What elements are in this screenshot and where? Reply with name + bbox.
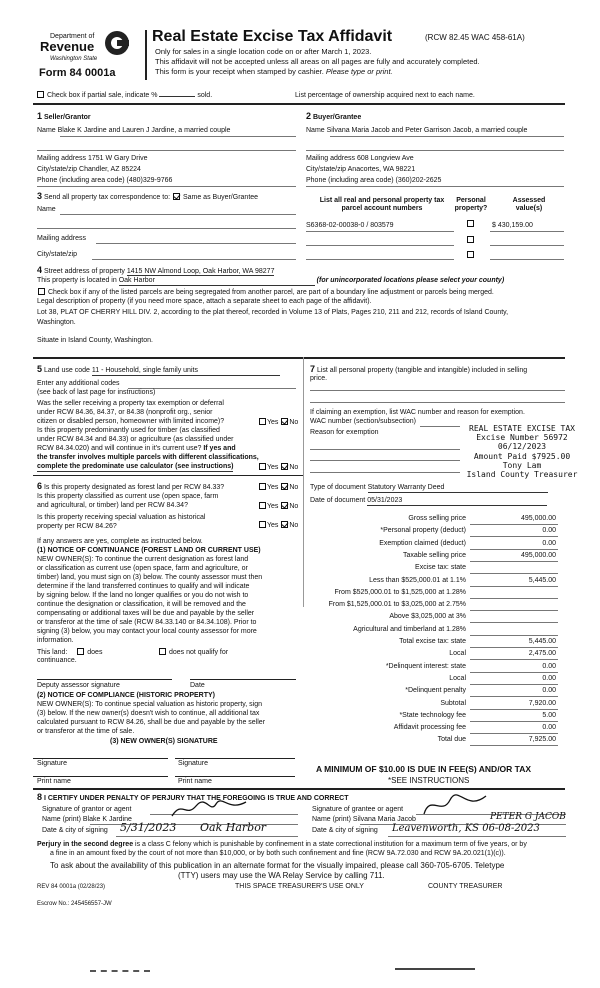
same-as-buyer-label: Same as Buyer/Grantee (182, 194, 259, 201)
county-treasurer: COUNTY TREASURER (428, 883, 503, 890)
alt-format-text-2: (TTY) users may use the WA Relay Service by calling 711. (178, 871, 385, 880)
calc-underline (470, 622, 558, 623)
no-label: No (289, 464, 299, 471)
does-checkbox[interactable] (77, 648, 84, 655)
calc-value[interactable]: 0.00 (542, 662, 556, 670)
reason-exemption-label: Reason for exemption (310, 429, 379, 436)
does-not-qualify-label: does not qualify for (168, 649, 229, 656)
section-2-number: 2 (306, 111, 312, 121)
seller-address-label: Mailing address (37, 155, 87, 162)
underline (330, 136, 564, 137)
underline (306, 259, 454, 260)
calc-underline (470, 659, 558, 660)
assessed-col-header-2: value(s) (515, 205, 543, 213)
yes-label: Yes (267, 484, 279, 491)
signature-label: Signature (178, 760, 208, 767)
calc-label: From $525,000.01 to $1,525,000 at 1.28% (334, 588, 466, 596)
section-5-number: 5 (37, 364, 43, 374)
calc-value[interactable]: 0.00 (542, 539, 556, 547)
notice-continuance-heading: (1) NOTICE OF CONTINUANCE (FOREST LAND OR CURRENT USE) (37, 547, 261, 554)
this-land-label: This land: (37, 649, 68, 656)
calc-label: *Delinquent penalty (405, 687, 466, 695)
grantor-name-label: Name (print) (42, 816, 81, 823)
located-city[interactable]: Oak Harbor (119, 277, 315, 286)
segregation-checkbox[interactable] (38, 288, 45, 295)
grantee-name-label: Name (print) (312, 816, 351, 823)
land-use-code[interactable]: 11 - Household, single family units (92, 367, 280, 376)
seller-name[interactable]: Blake K Jardine and Lauren J Jardine, a married couple (57, 127, 231, 134)
exemption-yes-checkbox[interactable] (259, 418, 266, 425)
located-label: This property is located in (37, 277, 117, 284)
no-label: No (289, 503, 299, 510)
calc-label: Exemption claimed (deduct) (379, 539, 466, 547)
underline (306, 231, 454, 232)
underline (306, 186, 564, 187)
legal-description-1[interactable]: Lot 38, PLAT OF CHERRY HILL DIV. 2, according to the plat thereof, recorded in Volume 13 of Plats, Pages 210, 211 and 212, records of Island County, (37, 309, 509, 316)
current-use-yes-checkbox[interactable] (259, 502, 266, 509)
notice-continuance-text-5: by signing below. If the land no longer qualifies or you do not wish to (37, 592, 249, 599)
calc-label: Agricultural and timberland at 1.28% (353, 625, 466, 633)
calc-underline (470, 709, 558, 710)
underline (310, 402, 565, 403)
calc-label: *State technology fee (399, 711, 466, 719)
underline (306, 245, 454, 246)
header-line-2: This affidavit will not be accepted unless all areas on all pages are fully and accurately completed. (155, 57, 480, 66)
grantee-signature[interactable] (420, 794, 490, 818)
new-owner-signature-heading: (3) NEW OWNER(S) SIGNATURE (110, 738, 218, 745)
escrow-label: Escrow No.: (37, 901, 70, 907)
grantee-handwritten-name[interactable]: PETER G JACOB (490, 812, 566, 822)
parcel-col-header-1: List all real and personal property tax (319, 197, 445, 204)
scan-artifact (90, 970, 150, 972)
calc-value[interactable]: 0.00 (542, 527, 556, 535)
seller-phone[interactable]: (480)329-9766 (126, 177, 173, 184)
document-type-label: Type of document (310, 484, 366, 491)
underline (60, 136, 296, 137)
exemption-question-1: Was the seller receiving a property tax exemption or deferral (37, 400, 224, 407)
calc-value[interactable]: 5,445.00 (528, 638, 556, 645)
stamp-line-6: Island County Treasurer (466, 469, 578, 479)
calc-label: Local (449, 650, 466, 658)
header-line-3: This form is your receipt when stamped by cashier. (155, 67, 324, 76)
grantee-name[interactable]: Silvana Maria Jacob (352, 816, 416, 823)
calc-label: Affidavit processing fee (393, 724, 466, 732)
section-1-number: 1 (37, 111, 43, 121)
personal-property-checkbox[interactable] (467, 251, 474, 258)
underline (490, 231, 564, 232)
stamp-line-5: Tony Lam (502, 460, 542, 470)
notice-compliance-text-4: or transferor at the time of sale. (37, 728, 135, 735)
date-line (190, 679, 296, 680)
personal-property-checkbox[interactable] (467, 220, 474, 227)
print-name-line (33, 776, 168, 777)
underline (490, 245, 564, 246)
timber-question-3b: If yes and (203, 445, 236, 452)
calc-underline (470, 635, 558, 636)
timber-question-1: Is this property predominantly used for timber (as classified (37, 427, 220, 434)
header-line-3b: Please type or print. (325, 67, 393, 76)
legal-description-2[interactable]: Washington. (37, 319, 76, 326)
personal-col-header (452, 197, 490, 213)
treasurer-stamp (452, 424, 592, 479)
perjury-text-1: is a class C felony which is punishable by confinement in a state correctional institution for a maximum term of five years, or by (133, 841, 527, 848)
partial-sale-label: Check box if partial sale, indicate % (46, 92, 158, 99)
minimum-fee-note: A MINIMUM OF $10.00 IS DUE IN FEE(S) AND/OR TAX (316, 764, 532, 774)
grantee-date-label: Date & city of signing (312, 827, 378, 834)
legal-description-3[interactable]: Situate in Island County, Washington. (37, 337, 153, 344)
additional-codes-label: Enter any additional codes (37, 380, 120, 387)
underline (37, 186, 296, 187)
forest-yes-checkbox[interactable] (259, 483, 266, 490)
historic-yes-checkbox[interactable] (259, 521, 266, 528)
exemption-question-3: citizen or disabled person, homeowner with limited income)? (37, 418, 225, 425)
forest-no-checkbox[interactable] (281, 483, 288, 490)
underline (310, 449, 460, 450)
calc-value[interactable]: 7,920.00 (528, 699, 556, 707)
section-7-number: 7 (310, 364, 316, 374)
partial-sale-checkbox[interactable] (37, 91, 44, 98)
header-line-1: Only for sales in a single location code on or after March 1, 2023. (155, 47, 372, 56)
calc-value[interactable]: 0.00 (542, 674, 556, 682)
certify-heading: I CERTIFY UNDER PENALTY OF PERJURY THAT THE FOREGOING IS TRUE AND CORRECT (43, 795, 349, 802)
calc-value[interactable]: 495,000.00 (520, 551, 556, 559)
correspondence-label: Send all property tax correspondence to: (43, 194, 171, 201)
corr-name-label: Name (37, 206, 56, 213)
divider (33, 357, 565, 359)
escrow-number: 245456557-JW (71, 901, 112, 907)
header-divider (145, 30, 147, 80)
signature-line (175, 758, 295, 759)
calc-label: Less than $525,000.01 at 1.1% (369, 576, 466, 584)
parcel-col-header (308, 197, 456, 213)
calc-label: Total due (437, 736, 466, 744)
timber-no-checkbox[interactable] (281, 463, 288, 470)
calc-underline (470, 586, 558, 587)
buyer-heading: Buyer/Grantee (312, 114, 362, 121)
treasurer-use-only: THIS SPACE TREASURER'S USE ONLY (235, 883, 364, 890)
underline (37, 150, 296, 151)
state-label: Washington State (50, 56, 98, 62)
grantee-date[interactable]: Leavenworth, KS 06-08-2023 (392, 823, 540, 834)
buyer-city-label: City/state/zip (306, 166, 347, 173)
stamp-line-1: REAL ESTATE EXCISE TAX (469, 424, 575, 433)
timber-question-5: complete the predominate use calculator (see instructions) (37, 463, 233, 472)
current-use-no-checkbox[interactable] (281, 502, 288, 509)
exemption-claim-label: If claiming an exemption, list WAC number and reason for exemption. (310, 409, 525, 416)
calc-value[interactable]: 495,000.00 (520, 515, 556, 522)
notice-continuance-text-10: information. (37, 637, 74, 644)
forest-question: Is this property designated as forest land per RCW 84.33? (43, 484, 225, 491)
document-type[interactable]: Statutory Warranty Deed (368, 484, 548, 493)
section-8-number: 8 (37, 792, 43, 802)
deputy-date-label: Date (190, 682, 205, 689)
print-name-label: Print name (37, 778, 71, 785)
personal-property-label-2: price. (310, 375, 328, 382)
buyer-address[interactable]: 608 Longview Ave (356, 155, 414, 162)
calc-label: Excise tax: state (415, 564, 466, 572)
grantor-signature[interactable] (170, 798, 250, 820)
divider (33, 103, 565, 105)
list-percentage-note: List percentage of ownership acquired next to each name. (295, 92, 475, 99)
grantee-signature-label: Signature of grantee or agent (312, 806, 404, 813)
corr-city-label: City/state/zip (37, 251, 78, 258)
calc-value[interactable]: 5.00 (542, 711, 556, 719)
street-address-label: Street address of property (43, 268, 125, 275)
legal-description-label: Legal description of property (if you need more space, attach a separate sheet to each page of the affidavit). (37, 298, 372, 305)
rcw-ref: (RCW 82.45 WAC 458-61A) (425, 33, 525, 42)
seller-city[interactable]: Chandler, AZ 85224 (79, 166, 141, 173)
grantor-city[interactable]: Oak Harbor (200, 821, 267, 834)
underline (490, 259, 564, 260)
calc-underline (470, 733, 558, 734)
yes-label: Yes (267, 522, 279, 529)
dept-label: Department of (50, 33, 95, 40)
personal-property-label: List all personal property (tangible and intangible) included in selling (316, 367, 528, 374)
document-date-label: Date of document (310, 497, 366, 504)
calc-value[interactable]: 5,445.00 (528, 576, 556, 584)
land-use-label: Land use code (43, 367, 90, 374)
timber-yes-checkbox[interactable] (259, 463, 266, 470)
divider (33, 788, 565, 790)
continuance-label: continuance. (37, 657, 77, 664)
exemption-no-checkbox[interactable] (281, 418, 288, 425)
grantor-name[interactable]: Blake K Jardine (82, 816, 132, 823)
perjury-bold: Perjury in the second degree (37, 841, 134, 848)
signature-line (33, 758, 168, 759)
print-name-label: Print name (178, 778, 212, 785)
segregation-label: Check box if any of the listed parcels are being segregated from another parcel, are part of a boundary line adjustment or parcels being merged. (47, 289, 494, 296)
buyer-city[interactable]: Anacortes, WA 98221 (347, 166, 416, 173)
yes-label: Yes (267, 464, 279, 471)
calc-value[interactable]: 7,925.00 (528, 736, 556, 744)
notice-continuance-text-8: or transferor at the time of sale (RCW 84.33.140 or 84.34.108). Prior to (37, 619, 257, 626)
notice-continuance-text-4: determine if the land transferred continues to qualify and will indicate (37, 583, 250, 590)
historic-question-1: Is this property receiving special valuation as historical (37, 514, 206, 521)
personal-property-checkbox[interactable] (467, 236, 474, 243)
yes-label: Yes (267, 503, 279, 510)
does-label: does (87, 649, 103, 656)
form-revision: REV 84 0001a (02/28/23) (37, 884, 106, 890)
notice-continuance-text-2: or classification as current use (open space, farm and agriculture, or (37, 565, 248, 572)
parcel-col-header-2: parcel account numbers (341, 205, 423, 213)
underline (60, 214, 296, 215)
deputy-signature-label: Deputy assessor signature (37, 682, 120, 689)
calc-label: Gross selling price (408, 515, 466, 522)
exemption-question-2: under RCW 84.36, 84.37, or 84.38 (nonprofit org., senior (37, 409, 213, 416)
underline (96, 243, 296, 244)
calc-label: Local (449, 674, 466, 682)
grantor-date-label: Date & city of signing (42, 827, 108, 834)
same-as-buyer-checkbox[interactable] (173, 193, 180, 200)
no-label: No (289, 419, 299, 426)
see-instructions-note: *SEE INSTRUCTIONS (388, 776, 470, 785)
seller-address[interactable]: 1751 W Gary Drive (87, 155, 148, 162)
calc-label: From $1,525,000.01 to $3,025,000 at 2.75% (328, 601, 466, 609)
calc-value[interactable]: 2,475.00 (528, 650, 556, 658)
calc-label: Subtotal (440, 699, 466, 707)
parcel-number[interactable]: S6368-02-00038-0 / 803579 (306, 222, 394, 229)
divider (33, 475, 303, 476)
calc-underline (470, 549, 558, 550)
buyer-phone-label: Phone (including area code) (306, 177, 394, 184)
current-use-question-1: Is this property classified as current use (open space, farm (37, 493, 219, 500)
stamp-line-3: 06/12/2023 (497, 442, 547, 452)
calc-value[interactable]: 0.00 (542, 724, 556, 732)
buyer-phone[interactable]: (360)202-2625 (395, 177, 442, 184)
deputy-signature-line (37, 679, 172, 680)
calc-label: *Delinquent interest: state (385, 662, 466, 670)
calc-underline (470, 721, 558, 722)
underline (306, 150, 564, 151)
notice-compliance-heading: (2) NOTICE OF COMPLIANCE (HISTORIC PROPERTY) (37, 692, 215, 699)
section-6-number: 6 (37, 481, 43, 491)
revenue-logo-icon (105, 31, 129, 55)
notice-continuance-text-6: continue the designation or classification, it will be removed and the (37, 601, 246, 608)
partial-sold-label: sold. (197, 92, 213, 99)
personal-col-header-1: Personal (456, 197, 486, 204)
current-use-question-2: and agricultural, or timber) land per RCW 84.34? (37, 502, 188, 509)
corr-address-label: Mailing address (37, 235, 87, 242)
notice-compliance-text-2: (3) below. If the new owner(s) doesn't wish to continue, all additional tax (37, 710, 260, 717)
assessed-value[interactable]: $ 430,159.00 (492, 222, 533, 229)
scan-artifact (395, 968, 475, 970)
yes-label: Yes (267, 419, 279, 426)
perjury-text-2: a fine in an amount fixed by the court of not more than $10,000, or by both such confinement and fine (RCW 9A.72.030 and RCW 9A.20.021(1)(c)). (50, 850, 506, 857)
seller-name-label: Name (37, 127, 56, 134)
calc-underline (470, 684, 558, 685)
timber-question-2: under RCW 84.34 and 84.33) or agriculture (as classified under (37, 436, 234, 443)
seller-city-label: City/state/zip (37, 166, 78, 173)
underline (310, 390, 565, 391)
seller-phone-label: Phone (including area code) (37, 177, 125, 184)
timber-question-4: the transfer involves multiple parcels with different classifications, (37, 454, 259, 461)
does-not-qualify-checkbox[interactable] (159, 648, 166, 655)
stamp-line-4: Amount Paid $7925.00 (473, 451, 571, 461)
unincorporated-note: (for unincorporated locations please select your county) (316, 277, 505, 284)
underline (310, 472, 460, 473)
seller-heading: Seller/Grantor (43, 114, 91, 121)
notice-continuance-text-9: signing (3) below, you may contact your local county assessor for more (37, 628, 257, 635)
wac-number-label: WAC number (section/subsection) (310, 418, 416, 425)
underline (388, 836, 566, 837)
grantor-signature-label: Signature of grantor or agent (42, 806, 132, 813)
no-label: No (289, 522, 299, 529)
section-4-number: 4 (37, 265, 43, 275)
notice-continuance-text-1: NEW OWNER(S): To continue the current designation as forest land (37, 556, 249, 563)
form-title: Real Estate Excise Tax Affidavit (152, 28, 393, 45)
notice-continuance-text-7: compensating or additional taxes will be due and payable by the seller (37, 610, 255, 617)
grantor-date[interactable]: 5/31/2023 (120, 821, 177, 834)
underline (310, 460, 460, 461)
no-label: No (289, 484, 299, 491)
underline (116, 836, 298, 837)
historic-question-2: property per RCW 84.26? (37, 523, 117, 530)
calc-underline (470, 573, 558, 574)
calc-underline (470, 598, 558, 599)
signature-label: Signature (37, 760, 67, 767)
property-street-address[interactable]: 1415 NW Almond Loop, Oak Harbor, WA 98277 (126, 268, 275, 275)
calc-underline (470, 536, 558, 537)
print-name-line (175, 776, 295, 777)
calc-underline (470, 524, 558, 525)
calc-underline (470, 647, 558, 648)
document-date[interactable]: 05/31/2023 (367, 497, 547, 506)
calc-underline (470, 561, 558, 562)
form-number: Form 84 0001a (39, 67, 116, 79)
calc-underline (470, 610, 558, 611)
personal-col-header-2: property? (454, 205, 488, 213)
buyer-name-label: Name (306, 127, 325, 134)
buyer-name[interactable]: Silvana Maria Jacob and Peter Garrison Jacob, a married couple (326, 127, 528, 134)
calc-underline (470, 745, 558, 746)
if-any-yes-note: If any answers are yes, complete as instructed below. (37, 538, 203, 545)
calc-value[interactable]: 0.00 (542, 687, 556, 695)
notice-compliance-text-1: NEW OWNER(S): To continue special valuation as historic property, sign (37, 701, 262, 708)
additional-codes-sub: (see back of last page for instructions) (37, 389, 156, 396)
revenue-logo-text: Revenue (40, 39, 95, 54)
calc-label: *Personal property (deduct) (380, 527, 466, 535)
alt-format-text-1: To ask about the availability of this publication in an alternate format for the visually impaired, please call 360-705-6705. Teletype (50, 861, 505, 870)
buyer-address-label: Mailing address (306, 155, 356, 162)
assessed-col-header-1: Assessed (512, 197, 546, 204)
calc-underline (470, 696, 558, 697)
stamp-line-2: Excise Number 56972 (476, 433, 568, 443)
notice-continuance-text-3: timber) land, you must sign on (3) below. The county assessor must then (37, 574, 263, 581)
timber-question-3: RCW 84.34.020) and will continue in it's current use? (37, 445, 202, 452)
section-3-number: 3 (37, 191, 43, 201)
calc-underline (470, 672, 558, 673)
underline (92, 259, 296, 260)
calc-label: Total excise tax: state (399, 638, 466, 645)
calc-label: Above $3,025,000 at 3% (389, 613, 466, 621)
historic-no-checkbox[interactable] (281, 521, 288, 528)
notice-compliance-text-3: calculated pursuant to RCW 84.26, shall be due and payable by the seller (37, 719, 266, 726)
calc-label: Taxable selling price (402, 551, 466, 559)
underline (37, 228, 296, 229)
assessed-col-header (495, 197, 563, 213)
